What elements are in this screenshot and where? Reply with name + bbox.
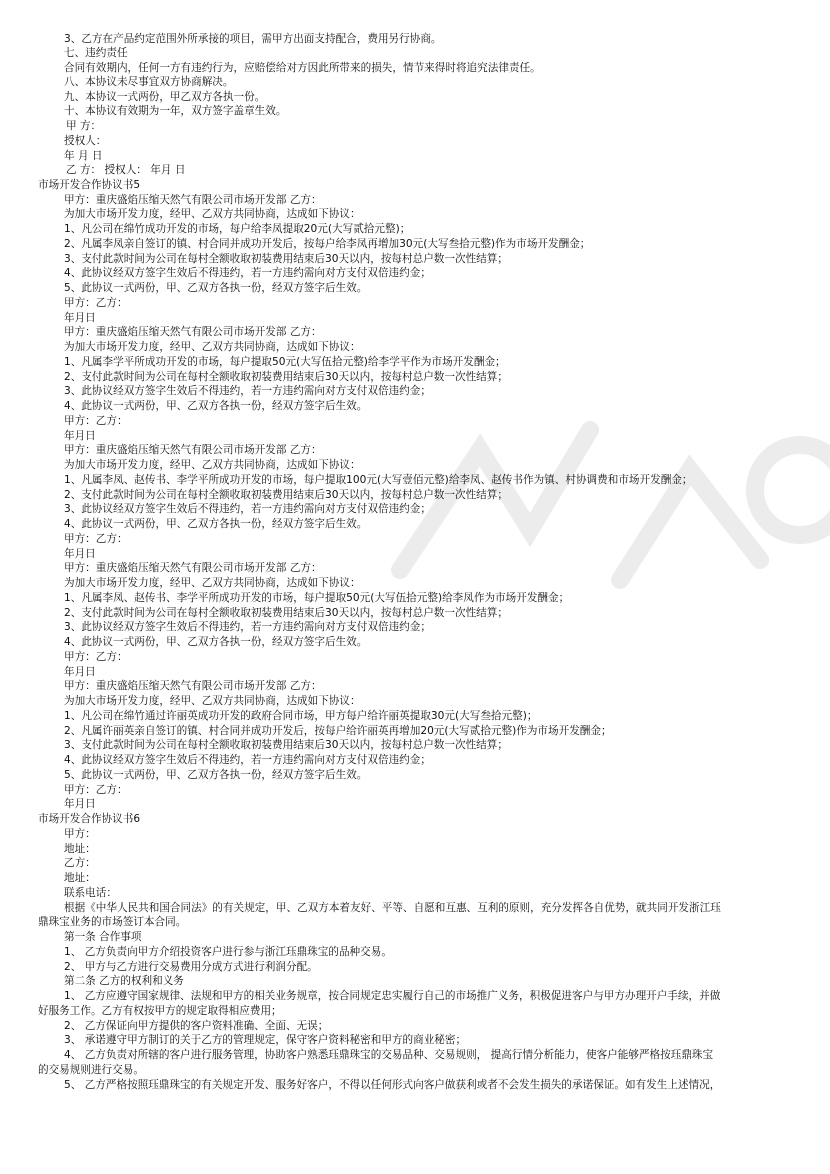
text-line: 3、支付此款时间为公司在每村全额收取初装费用结束后30天以内，按每村总户数一次性结算；	[64, 253, 508, 265]
text-line: 5、 乙方严格按照珏鼎珠宝的有关规定开发、服务好客户，不得以任何形式向客户做获利或者不会发生损失的承诺保证。如有发生上述情况，	[64, 1079, 721, 1091]
text-line: 甲方：重庆盛焰压缩天然气有限公司市场开发部 乙方：	[64, 680, 322, 692]
text-line: 乙 方： 授权人： 年月 日	[66, 164, 186, 176]
text-line: 甲方：重庆盛焰压缩天然气有限公司市场开发部 乙方：	[64, 326, 322, 338]
text-line: 联系电话：	[64, 887, 117, 899]
text-line: 4、此协议一式两份，甲、乙双方各执一份，经双方签字后生效。	[64, 636, 368, 648]
text-line: 为加大市场开发力度，经甲、乙双方共同协商，达成如下协议：	[64, 341, 361, 353]
text-line: 5、此协议一式两份，甲、乙双方各执一份，经双方签字后生效。	[64, 769, 368, 781]
text-line: 根据《中华人民共和国合同法》的有关规定，甲、乙双方本着友好、平等、自愿和互惠、互利的原则，充分发挥各自优势，就共同开发浙江珏	[64, 902, 721, 914]
text-line: 年月日	[64, 666, 96, 678]
text-line: 3、乙方在产品约定范围外所承接的项目，需甲方出面支持配合，费用另行协商。	[64, 33, 442, 45]
text-line: 八、本协议未尽事宜双方协商解决。	[64, 76, 234, 88]
text-line: 4、此协议一式两份，甲、乙双方各执一份，经双方签字后生效。	[64, 400, 368, 412]
text-line: 十、本协议有效期为一年，双方签字盖章生效。	[64, 105, 287, 117]
text-line: 年月日	[64, 430, 96, 442]
text-line: 4、此协议经双方签字生效后不得违约，若一方违约需向对方支付双倍违约金；	[64, 754, 431, 766]
text-line: 1、 乙方应遵守国家规律、法规和甲方的相关业务规章，按合同规定忠实履行自己的市场推广义务，积极促进客户与甲方办理开户手续，并做	[64, 990, 721, 1002]
text-line: 1、凡属李凤、赵传书、李学平所成功开发的市场，每户提取50元(大写伍拾元整)给李凤作为市场开发酬金；	[64, 592, 570, 604]
text-line: 地址：	[64, 843, 96, 855]
text-line: 为加大市场开发力度，经甲、乙双方共同协商，达成如下协议：	[64, 208, 361, 220]
text-line: 甲方：乙方：	[64, 651, 128, 663]
text-line: 鼎珠宝业务的市场签订本合同。	[38, 916, 187, 928]
text-line: 年 月 日	[64, 150, 103, 162]
section-heading: 第一条 合作事项	[64, 931, 142, 943]
text-line: 为加大市场开发力度，经甲、乙双方共同协商，达成如下协议：	[64, 577, 361, 589]
text-line: 好服务工作。乙方有权按甲方的规定取得相应费用；	[38, 1005, 282, 1017]
text-line: 年月日	[64, 548, 96, 560]
section-heading: 七、违约责任	[64, 47, 128, 59]
text-line: 1、 乙方负责向甲方介绍投资客户进行参与浙江珏鼎珠宝的品种交易。	[64, 946, 392, 958]
text-line: 甲方：	[64, 828, 96, 840]
text-line: 合同有效期内，任何一方有违约行为，应赔偿给对方因此所带来的损失，情节来得时将追究法律责任。	[64, 62, 541, 74]
text-line: 为加大市场开发力度，经甲、乙双方共同协商，达成如下协议：	[64, 695, 361, 707]
text-line: 1、凡公司在绵竹通过许丽英成功开发的政府合同市场，甲方每户给许丽英提取30元(大写叁拾元整)；	[64, 710, 538, 722]
text-line: 甲方：乙方：	[64, 533, 128, 545]
text-line: 2、 乙方保证向甲方提供的客户资料准确、全面、无误；	[64, 1020, 329, 1032]
text-line: 1、凡公司在绵竹成功开发的市场，每户给李凤提取20元(大写贰拾元整)；	[64, 223, 411, 235]
text-line: 3、支付此款时间为公司在每村全额收取初装费用结束后30天以内，按每村总户数一次性结算；	[64, 739, 508, 751]
text-line: 甲方：乙方：	[64, 784, 128, 796]
text-line: 乙方：	[64, 857, 96, 869]
text-line: 甲 方：	[66, 120, 102, 132]
text-line: 3、此协议经双方签字生效后不得违约，若一方违约需向对方支付双倍违约金；	[64, 621, 431, 633]
text-line: 甲方：重庆盛焰压缩天然气有限公司市场开发部 乙方：	[64, 194, 322, 206]
text-line: 地址：	[64, 872, 96, 884]
text-line: 的交易规则进行交易。	[38, 1064, 144, 1076]
text-line: 甲方：乙方：	[64, 415, 128, 427]
text-line: 1、凡属李凤、赵传书、李学平所成功开发的市场，每户提取100元(大写壹佰元整)给李凤、赵传书作为镇、村协调费和市场开发酬金；	[64, 474, 693, 486]
text-line: 甲方：乙方：	[64, 297, 128, 309]
text-line: 2、 甲方与乙方进行交易费用分成方式进行利润分配。	[64, 961, 318, 973]
section-heading: 第二条 乙方的权利和义务	[64, 975, 184, 987]
agreement-title: 市场开发合作协议书5	[38, 179, 141, 191]
text-line: 2、凡属许丽英亲自签订的镇、村合同并成功开发后，按每户给许丽英再增加20元(大写贰拾元整)作为市场开发酬金；	[64, 725, 612, 737]
text-line: 5、此协议一式两份，甲、乙双方各执一份，经双方签字后生效。	[64, 282, 368, 294]
text-line: 甲方：重庆盛焰压缩天然气有限公司市场开发部 乙方：	[64, 444, 322, 456]
text-line: 3、此协议经双方签字生效后不得违约，若一方违约需向对方支付双倍违约金；	[64, 385, 431, 397]
text-line: 为加大市场开发力度，经甲、乙双方共同协商，达成如下协议：	[64, 459, 361, 471]
text-line: 年月日	[64, 798, 96, 810]
text-line: 4、此协议经双方签字生效后不得违约，若一方违约需向对方支付双倍违约金；	[64, 267, 431, 279]
text-line: 1、凡属李学平所成功开发的市场，每户提取50元(大写伍拾元整)给李学平作为市场开发酬金；	[64, 356, 506, 368]
text-line: 甲方：重庆盛焰压缩天然气有限公司市场开发部 乙方：	[64, 562, 322, 574]
text-line: 授权人：	[64, 135, 107, 147]
text-line: 4、 乙方负责对所辖的客户进行服务管理，协助客户熟悉珏鼎珠宝的交易品种、交易规则， 提高行情分析能力，使客户能够严格按珏鼎珠宝	[64, 1049, 714, 1061]
text-line: 3、 承诺遵守甲方制订的关于乙方的管理规定，保守客户资料秘密和甲方的商业秘密；	[64, 1034, 467, 1046]
text-line: 3、此协议经双方签字生效后不得违约，若一方违约需向对方支付双倍违约金；	[64, 503, 431, 515]
text-line: 2、支付此款时间为公司在每村全额收取初装费用结束后30天以内，按每村总户数一次性结算；	[64, 607, 508, 619]
text-line: 2、凡属李凤亲自签订的镇、村合同并成功开发后，按每户给李凤再增加30元(大写叁拾元整)作为市场开发酬金；	[64, 238, 591, 250]
text-line: 2、支付此款时间为公司在每村全额收取初装费用结束后30天以内，按每村总户数一次性结算；	[64, 371, 508, 383]
text-line: 年月日	[64, 312, 96, 324]
text-line: 2、支付此款时间为公司在每村全额收取初装费用结束后30天以内，按每村总户数一次性结算；	[64, 489, 508, 501]
agreement-title: 市场开发合作协议书6	[38, 813, 141, 825]
text-line: 4、此协议一式两份，甲、乙双方各执一份，经双方签字后生效。	[64, 518, 368, 530]
text-line: 九、本协议一式两份，甲乙双方各执一份。	[64, 91, 266, 103]
